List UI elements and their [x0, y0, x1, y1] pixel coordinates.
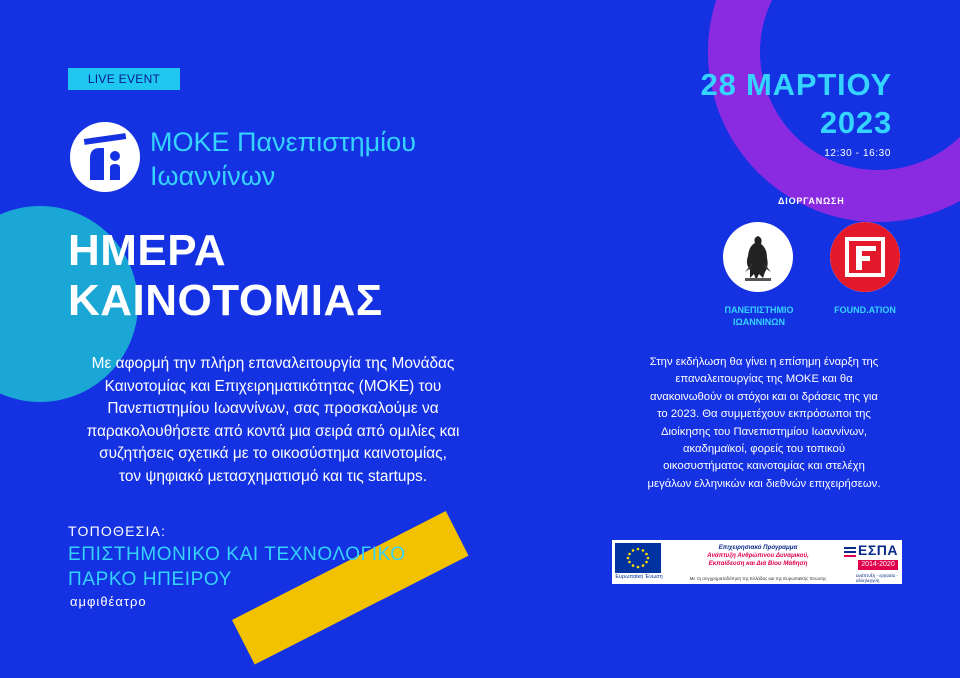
intro-line: παρακολουθήσετε από κοντά μια σειρά από ομιλίες και	[86, 422, 460, 440]
partner-name-foundation: FOUND.ATION	[834, 305, 896, 315]
event-title-line-1: ΗΜΕΡΑ	[68, 226, 227, 275]
espa-program-line: Επιχειρησιακό Πρόγραμμα	[718, 544, 798, 551]
espa-brand: ΕΣΠΑ	[858, 542, 898, 558]
espa-cofunding: Με τη συγχρηματοδότηση της Ελλάδας και της Ευρωπαϊκής Ένωσης	[689, 576, 827, 581]
espa-program-line: Εκπαίδευση και Διά Βίου Μάθηση	[708, 560, 808, 567]
intro-line: συζητήσεις σχετικά με το οικοσύστημα καινοτομίας,	[99, 445, 447, 463]
live-event-badge: LIVE EVENT	[68, 68, 180, 90]
espa-motto: ανάπτυξη - εργασία - αλληλεγγύη	[856, 573, 898, 583]
description-line: οικοσυστήματος καινοτομίας και στελέχη	[663, 460, 865, 473]
event-date-line-1: 28 ΜΑΡΤΙΟΥ	[700, 67, 892, 102]
description-line: επαναλειτουργίας της ΜΟΚΕ και θα	[675, 373, 853, 386]
partner-name-line: ΙΩΑΝΝΙΝΩΝ	[733, 317, 785, 327]
intro-line: Καινοτομίας και Επιχειρηματικότητας (ΜΟΚΕ) του	[104, 377, 442, 395]
location-room: αμφιθέατρο	[70, 594, 147, 609]
description-line: ακαδημαϊκοί, φορείς του τοπικού	[682, 443, 846, 456]
description-line: το 2023. Θα συμμετέχουν εκπρόσωποι της	[657, 408, 871, 421]
partner-name-university	[716, 304, 802, 328]
organisation-label: ΔΙΟΡΓΑΝΩΣΗ	[778, 196, 845, 206]
intro-line: Με αφορμή την πλήρη επαναλειτουργία της Μονάδας	[91, 355, 455, 372]
event-title-line-2: ΚΑΙΝΟΤΟΜΙΑΣ	[68, 276, 383, 325]
espa-flag-icon	[844, 546, 856, 558]
university-eagle-icon	[723, 222, 793, 292]
description-line: Διοίκησης του Πανεπιστημίου Ιωαννίνων,	[660, 425, 868, 438]
event-date-line-2: 2023	[819, 105, 892, 140]
location-name-line-1: ΕΠΙΣΤΗΜΟΝΙΚΟ ΚΑΙ ΤΕΧΝΟΛΟΓΙΚΟ	[68, 544, 406, 565]
eu-label: Ευρωπαϊκή Ένωση	[615, 574, 663, 580]
description-line: μεγάλων ελληνικών και διεθνών επιχειρήσεων.	[647, 477, 881, 490]
event-time: 12:30 - 16:30	[824, 148, 891, 159]
espa-program-line: Ανάπτυξη Ανθρώπινου Δυναμικού,	[707, 552, 809, 559]
event-date	[632, 66, 892, 142]
eu-flag-icon	[615, 543, 661, 573]
location-name-line-2: ΠΑΡΚΟ ΗΠΕΙΡΟΥ	[68, 569, 232, 590]
description-line: Στην εκδήλωση θα γίνει η επίσημη έναρξη της	[649, 356, 879, 368]
espa-years: 2014-2020	[858, 560, 898, 570]
intro-text	[68, 353, 478, 489]
intro-line: τον ψηφιακό μετασχηματισμό και τις startups.	[119, 467, 427, 485]
organizer-line-2: Ιωαννίνων	[150, 161, 276, 191]
intro-line: Πανεπιστημίου Ιωαννίνων, σας προσκαλούμε να	[107, 400, 439, 418]
moke-logo-icon	[70, 122, 140, 192]
espa-program	[672, 544, 844, 568]
description-line: ανακοινωθούν οι στόχοι και οι δράσεις της για	[650, 390, 878, 403]
espa-funding-banner	[612, 540, 902, 584]
organizer-line-1: ΜΟΚΕ Πανεπιστημίου	[150, 127, 416, 157]
event-title	[68, 226, 488, 326]
foundation-f-icon	[830, 222, 900, 292]
location-label: ΤΟΠΟΘΕΣΙΑ:	[68, 523, 167, 539]
event-description	[618, 354, 910, 493]
location-name	[68, 542, 448, 592]
partner-name-line: ΠΑΝΕΠΙΣΤΗΜΙΟ	[724, 305, 794, 315]
organizer-name	[150, 125, 470, 193]
